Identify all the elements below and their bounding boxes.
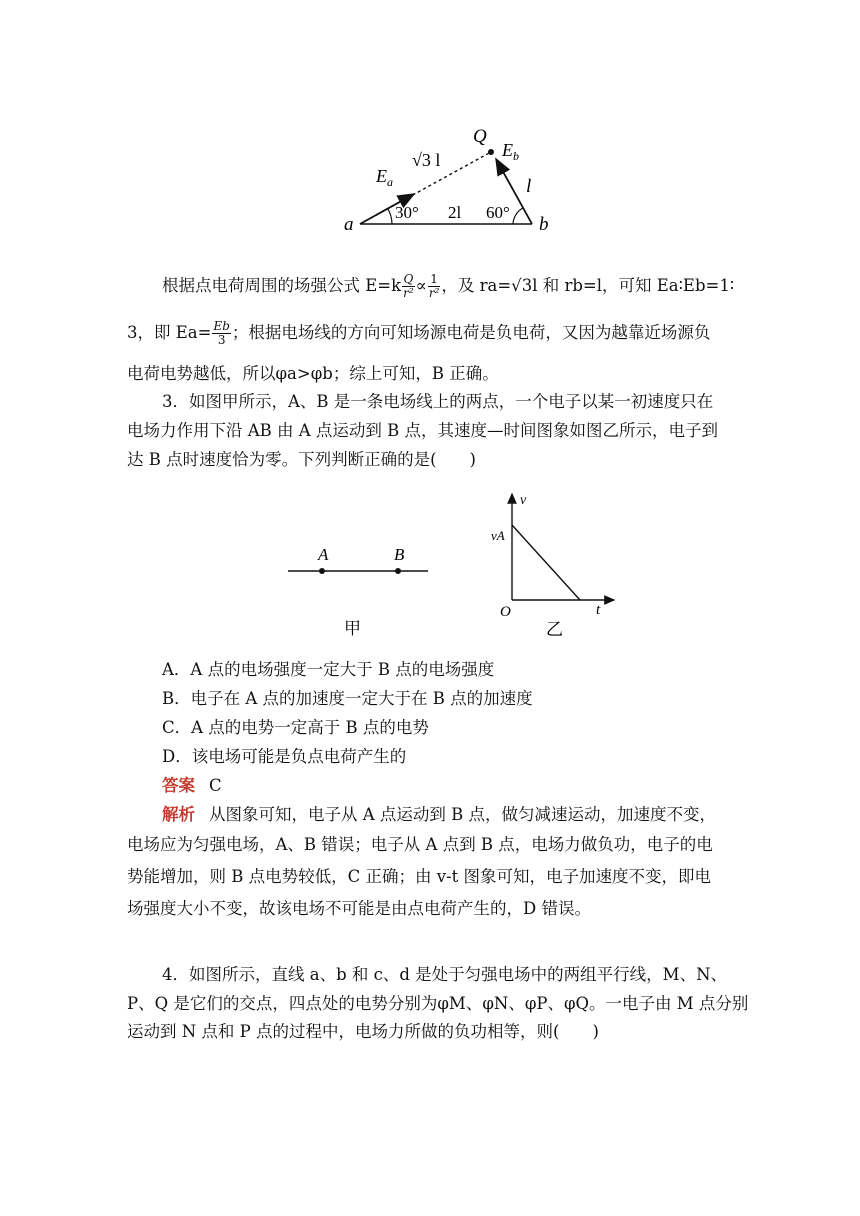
proportional-sign: ∝ <box>415 276 427 295</box>
caption-jia: 甲 <box>344 619 361 638</box>
q3-line1: 3．如图甲所示，A、B 是一条电场线上的两点，一个电子以某一初速度只在 <box>162 392 714 411</box>
q3-line2: 电场力作用下沿 AB 由 A 点运动到 B 点，其速度—时间图象如图乙所示，电子到 <box>127 421 719 440</box>
analysis-line2: 电场应为匀强电场，A、B 错误；电子从 A 点到 B 点，电场力做负功，电子的电 <box>127 835 713 854</box>
axis-t-label: t <box>596 602 601 618</box>
triangle-figure <box>330 118 570 238</box>
axis-v-label: v <box>520 493 527 508</box>
point-A <box>319 568 325 574</box>
option-A: A．A 点的电场强度一定大于 B 点的电场强度 <box>162 660 495 679</box>
angle-b-label: 60° <box>486 203 510 222</box>
label-b: b <box>539 214 549 235</box>
figure-jia <box>280 540 440 640</box>
label-A: A <box>318 545 329 564</box>
analysis-text-1: 从图象可知，电子从 A 点运动到 B 点，做匀减速运动，加速度不变， <box>209 805 717 824</box>
answer-value: C <box>209 776 222 795</box>
frac3-num: Eb <box>213 319 230 333</box>
origin-label: O <box>500 604 511 620</box>
option-D: D．该电场可能是负点电荷产生的 <box>162 747 407 766</box>
angle-arc-a <box>388 209 392 224</box>
para1-text-b: ，及 ra=√3l 和 rb=l，可知 Ea∶Eb=1∶ <box>441 276 735 295</box>
caption-yi: 乙 <box>546 620 563 639</box>
label-Eb: $E_b$ <box>502 140 519 163</box>
answer-label: 答案 <box>162 776 195 795</box>
angle-a-label: 30° <box>395 203 419 222</box>
q4-line2: P、Q 是它们的交点，四点处的电势分别为φM、φN、φP、φQ。一电子由 M 点分别 <box>127 994 749 1013</box>
para1-line1 <box>162 273 734 300</box>
label-B: B <box>394 545 405 564</box>
point-Q <box>488 149 494 155</box>
fraction-Q-r2 <box>402 273 415 300</box>
label-vA: vA <box>491 528 505 543</box>
q4-line1: 4．如图所示，直线 a、b 和 c、d 是处于匀强电场中的两组平行线，M、N、 <box>162 965 728 984</box>
q4-line3: 运动到 N 点和 P 点的过程中，电场力所做的负功相等，则( ) <box>127 1022 599 1041</box>
label-a: a <box>344 214 354 235</box>
analysis-line1 <box>162 804 716 826</box>
frac1-den: r² <box>403 286 414 300</box>
analysis-line3: 势能增加，则 B 点电势较低，C 正确；由 v-t 图象可知，电子加速度不变，即电 <box>127 867 712 886</box>
answer-line <box>162 775 222 797</box>
velocity-line <box>512 525 580 600</box>
figure-yi-vt-graph <box>484 488 624 648</box>
para1-line2 <box>127 320 710 347</box>
frac3-den: 3 <box>217 333 226 347</box>
analysis-label: 解析 <box>162 805 195 824</box>
para1-text-d: ；根据电场线的方向可知场源电荷是负电荷，又因为越靠近场源负 <box>231 323 711 342</box>
fraction-1-r2 <box>428 273 441 300</box>
angle-arc-b <box>513 208 523 224</box>
label-Q: Q <box>473 126 487 147</box>
frac2-den: r² <box>428 286 440 300</box>
base-length-label: 2l <box>448 203 462 222</box>
option-C: C．A 点的电势一定高于 B 点的电势 <box>162 718 429 737</box>
label-sqrt3l: √3 l <box>412 150 441 170</box>
para1-text-c: 3，即 Ea= <box>127 323 212 342</box>
q3-line3: 达 B 点时速度恰为零。下列判断正确的是( ) <box>127 450 476 469</box>
para1-line3: 电荷电势越低，所以φa>φb；综上可知，B 正确。 <box>127 364 499 383</box>
analysis-line4: 场强度大小不变，故该电场不可能是由点电荷产生的，D 错误。 <box>127 899 591 918</box>
frac1-num: Q <box>403 272 414 286</box>
fraction-Eb-3 <box>212 320 230 347</box>
para1-text-a: 根据点电荷周围的场强公式 E=k <box>162 276 402 295</box>
frac2-num: 1 <box>428 273 441 287</box>
option-B: B．电子在 A 点的加速度一定大于在 B 点的加速度 <box>162 689 533 708</box>
label-l: l <box>526 176 532 197</box>
label-Ea: $E_a$ <box>376 166 393 189</box>
point-B <box>395 568 401 574</box>
